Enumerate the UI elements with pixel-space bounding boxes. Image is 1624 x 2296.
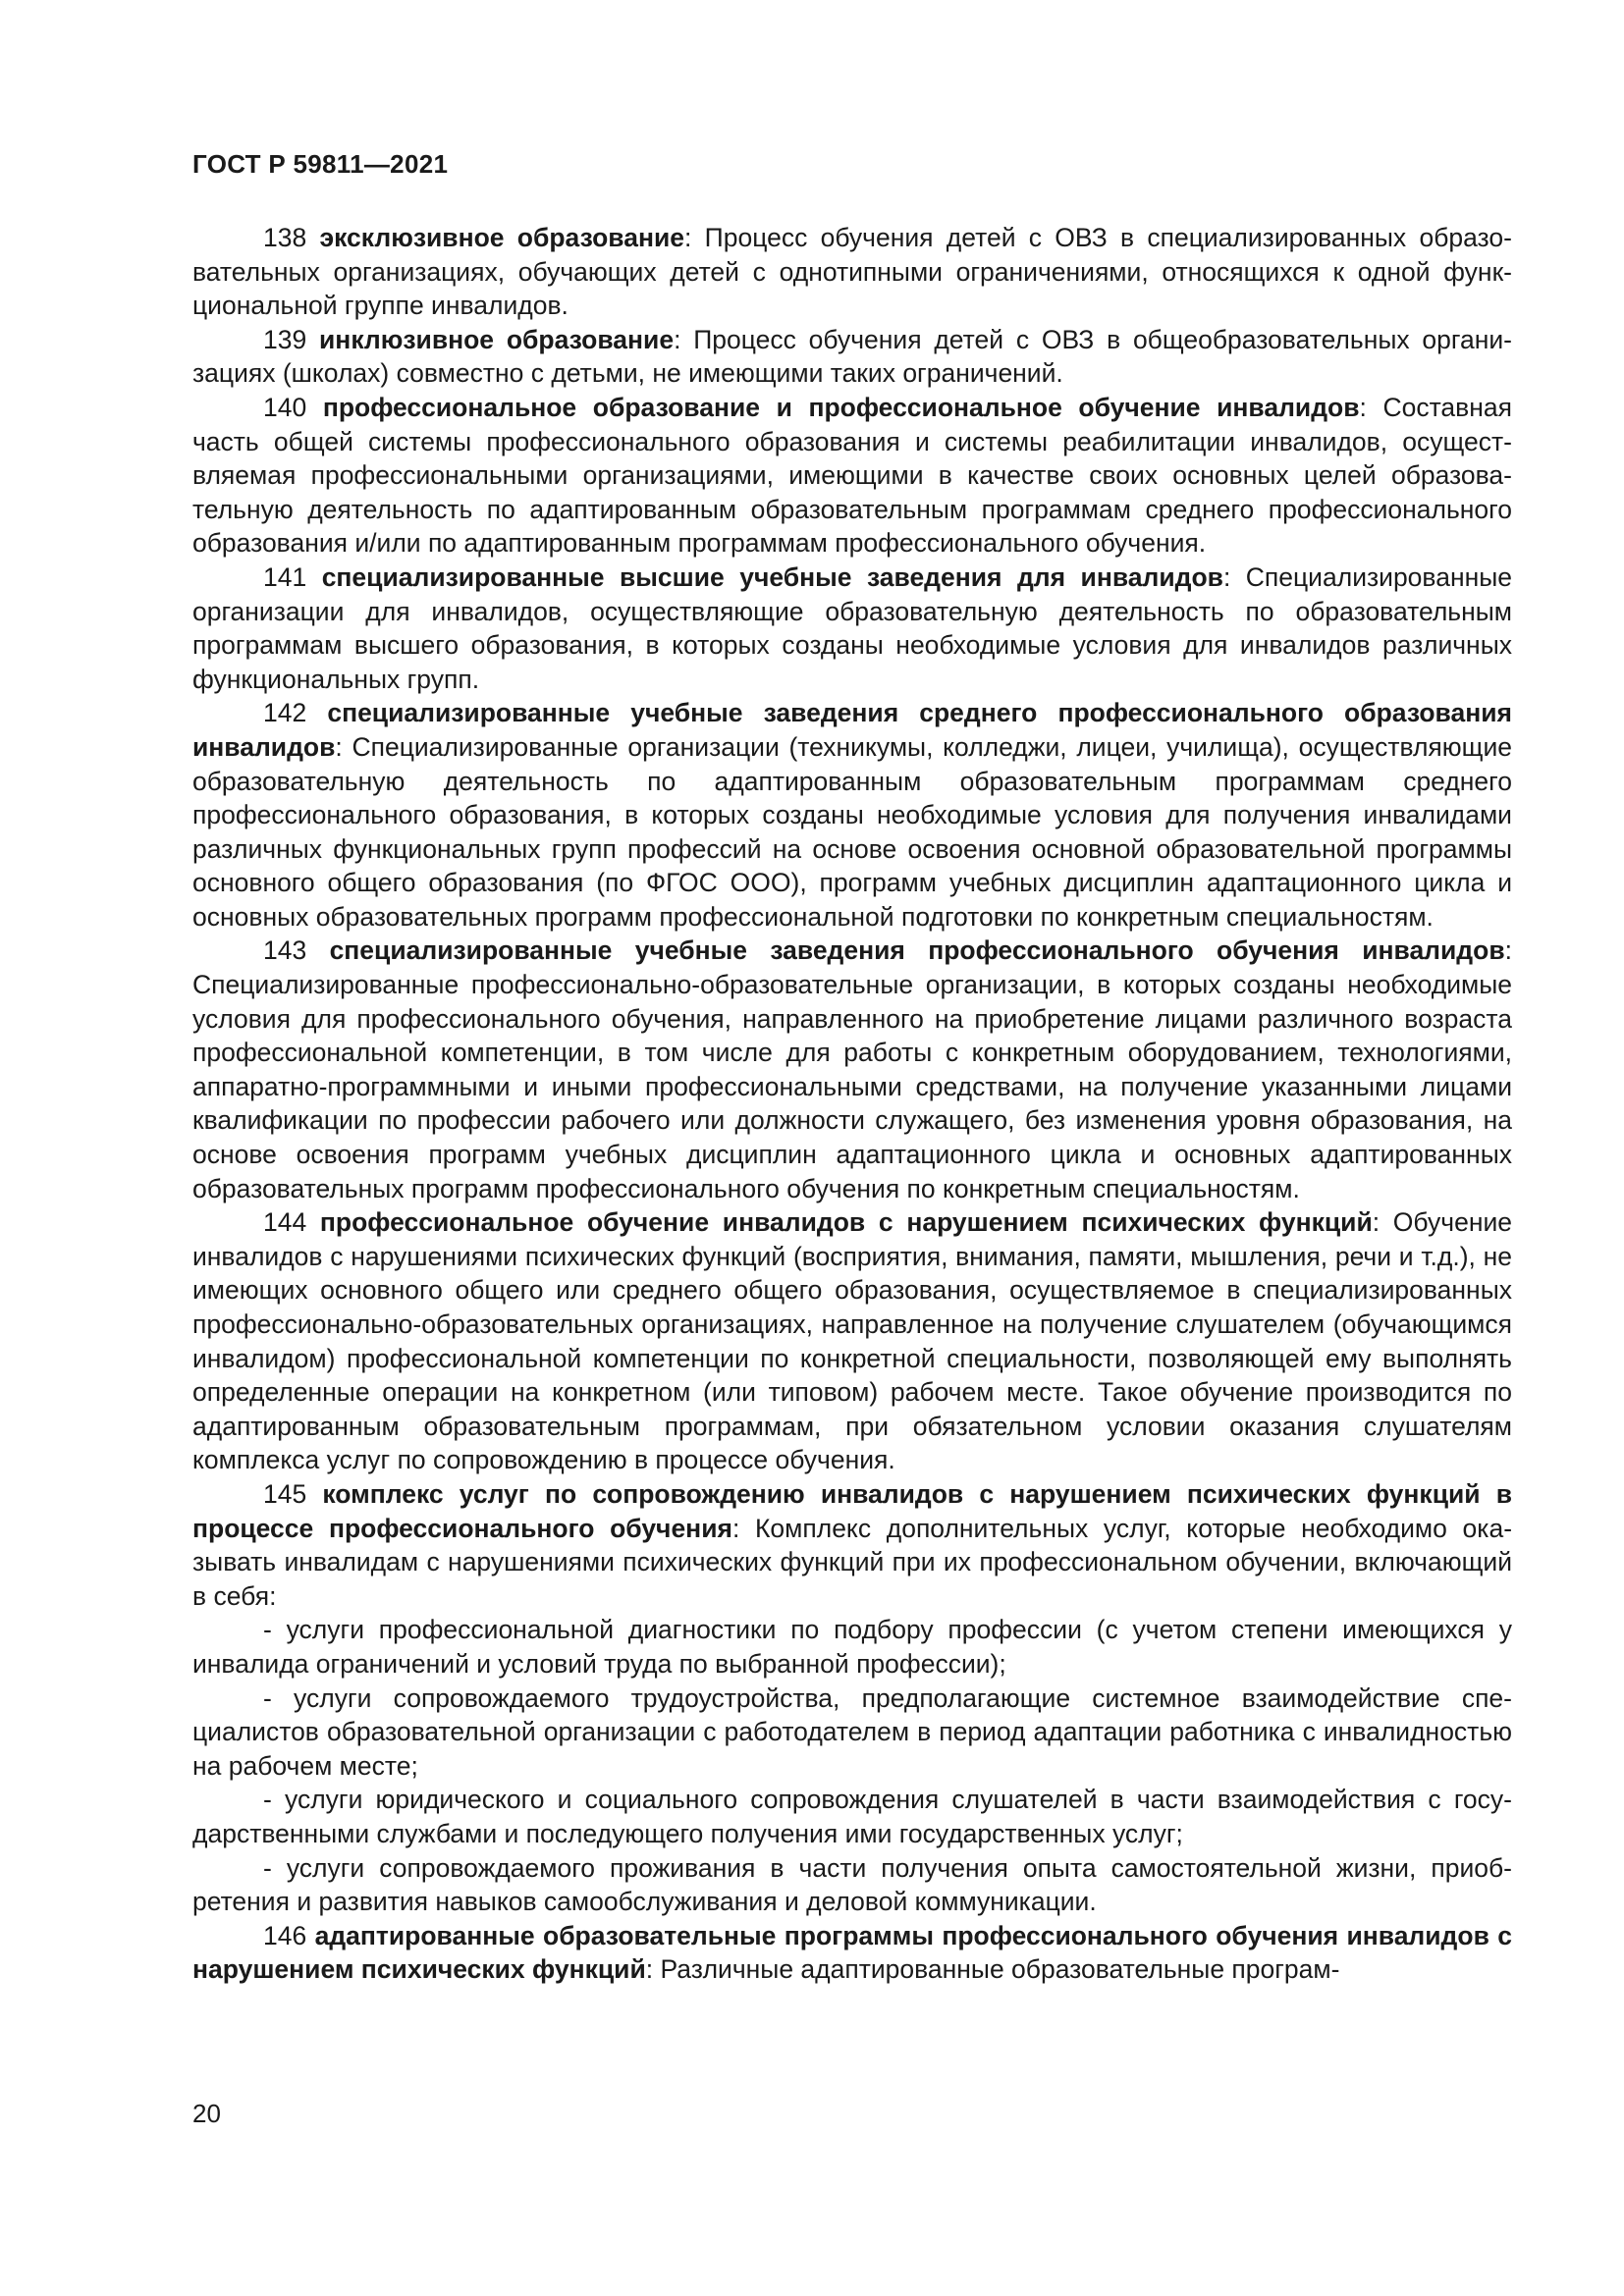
list-item: - услуги сопровождаемого проживания в части получения опыта самостоятельной жизни, приобретения и развития навыков самообслуживания и деловой коммуникации. [192,1852,1512,1917]
entry-142 [192,696,1512,934]
page-number: 20 [192,2099,221,2128]
entry-definition: : Специализированные организации для инвалидов, осуществляющие образовательную деятельность по образовательным программам высшего образования, в которых созданы необходимые условия для инвалидов различных функциональных групп. [192,561,1512,694]
entry-143 [192,934,1512,1205]
entry-term: специализированные учебные заведения среднего профессионального образования инвалидов [192,698,1512,762]
standard-title: ГОСТ Р 59811—2021 [192,149,449,179]
entry-number: 146 [263,1920,307,1950]
entry-141 [192,561,1512,696]
entry-number: 139 [263,324,307,354]
entry-term: комплекс услуг по сопровождению инвалидов с нарушением психических функций в процессе профессионального обучения [192,1478,1512,1543]
entry-definition: : Составная часть общей системы профессионального образования и системы реабилитации инвалидов, осуществляемая профессиональными организациями, имеющими в качестве своих основных целей образовательную деятельность по адаптированным образовательным программам среднего профессионального образования и/или по адаптированным программам профессионального обучения. [192,392,1512,559]
entry-number: 145 [263,1478,307,1509]
entry-definition: : Процесс обучения детей с ОВЗ в общеобразовательных организациях (школах) совместно с детьми, не имеющими таких ограничений. [192,324,1512,389]
entry-term: профессиональное образование и профессиональное обучение инвалидов [322,392,1360,422]
entry-number: 141 [263,561,307,592]
document-body [192,221,1512,1987]
entry-number: 142 [263,698,307,728]
entry-term: профессиональное обучение инвалидов с нарушением психических функций [319,1207,1373,1238]
entry-146 [192,1919,1512,1987]
entry-138 [192,221,1512,323]
entry-number: 138 [263,223,307,252]
entry-term: специализированные высшие учебные заведения для инвалидов [321,561,1223,592]
entry-term: эксклюзивное образование [319,223,685,252]
entry-definition: : Комплекс дополнительных услуг, которые необходимо оказывать инвалидам с нарушениями психических функций при их профессиональном обучении, включающий в себя: [192,1513,1513,1611]
entry-144 [192,1205,1512,1477]
entry-number: 143 [263,935,307,966]
entry-term: инклюзивное образование [319,324,675,354]
entry-definition: : Различные адаптированные образовательные програм- [645,1954,1340,1985]
entry-140 [192,391,1512,561]
entry-145 [192,1477,1512,1613]
entry-number: 144 [263,1207,307,1238]
entry-definition: : Специализированные профессионально-образовательные организации, в которых созданы необходимые условия для профессионального обучения, направленного на приобретение лицами различного возраста профессиональной компетенции, в том числе для работы с конкретным оборудованием, технологиями, аппаратно-программными и иными профессиональными средствами, на получение указанными лицами квалификации по профессии рабочего или должности служащего, без изменения уровня образования, на основе освоения программ учебных дисциплин адаптационного цикла и основных адаптированных образовательных программ профессионального обучения по конкретным специальностям. [192,935,1512,1203]
list-item: - услуги сопровождаемого трудоустройства, предполагающие системное взаимодействие специалистов образовательной организации с работодателем в период адаптации работника с инвалидностью на рабочем месте; [192,1682,1512,1781]
entry-definition: : Обучение инвалидов с нарушениями психических функций (восприятия, внимания, памяти, мышления, речи и т.д.), не имеющих основного общего или среднего общего образования, осуществляемое в специализированных профессионально-образовательных организациях, направленное на получение слушателем (обучающимся инвалидом) профессиональной компетенции по конкретной специальности, позволяющей ему выполнять определенные операции на конкретном (или типовом) рабочем месте. Такое обучение производится по адаптированным образовательным программам, при обязательном условии оказания слушателям комплекса услуг по сопровождению в процессе обучения. [192,1207,1512,1475]
entry-number: 140 [263,392,307,422]
entry-definition: : Процесс обучения детей с ОВЗ в специализированных образовательных организациях, обучающих детей с однотипными ограничениями, относящихся к одной функциональной группе инвалидов. [192,223,1512,321]
entry-term: специализированные учебные заведения профессионального обучения инвалидов [329,935,1505,966]
list-item: - услуги профессиональной диагностики по подбору профессии (с учетом степени имеющихся у инвалида ограничений и условий труда по выбранной профессии); [192,1615,1512,1679]
list-item: - услуги юридического и социального сопровождения слушателей в части взаимодействия с государственными службами и последующего получения ими государственных услуг; [192,1785,1512,1848]
entry-139 [192,323,1512,391]
entry-term: адаптированные образовательные программы профессионального обучения инвалидов с нарушением психических функций [192,1920,1512,1985]
entry-definition: : Специализированные организации (техникумы, колледжи, лицеи, училища), осуществляющие образовательную деятельность по адаптированным образовательным программам среднего профессионального образования, в которых созданы необходимые условия для получения инвалидами различных функциональных групп профессий на основе освоения основной образовательной программы основного общего образования (по ФГОС ООО), программ учебных дисциплин адаптационного цикла и основных образовательных программ профессиональной подготовки по конкретным специальностям. [192,731,1512,932]
